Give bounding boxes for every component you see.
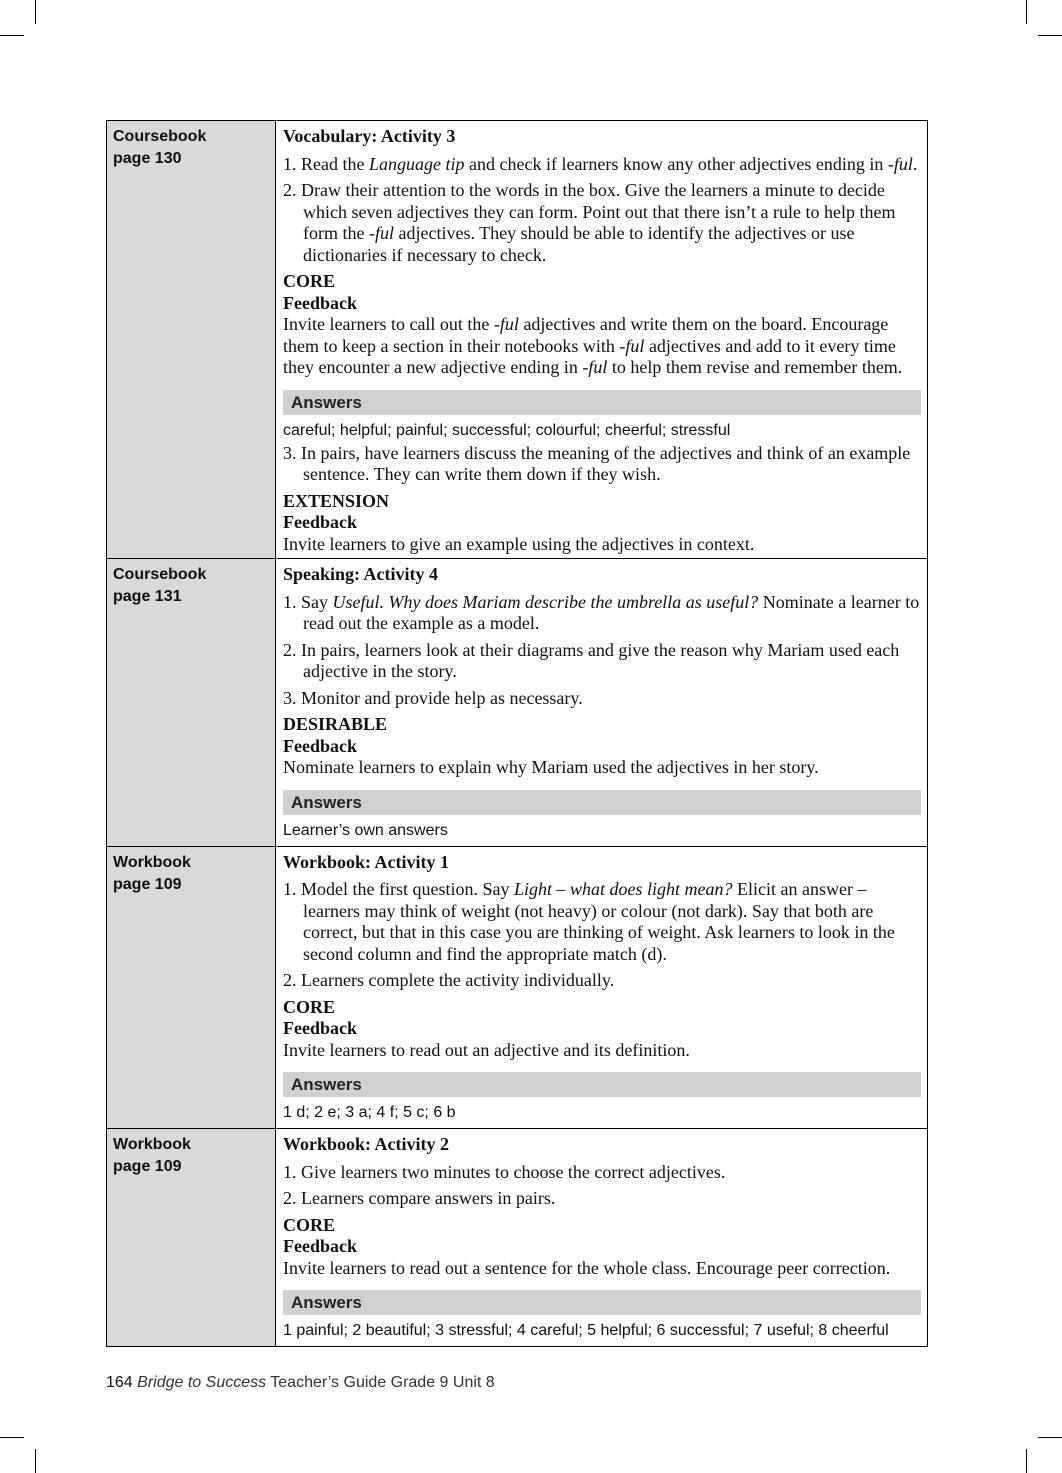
feedback-label: Feedback xyxy=(283,292,357,313)
level-label: CORE xyxy=(283,1214,336,1235)
instruction-step: 2. Draw their attention to the words in the box. Give the learners a minute to decide which seven adjectives they can form. Point out that there isn’t a rule to help them form the -ful adjectives. They should be able to identify the adjectives or use dictionaries if necessary to check. xyxy=(283,180,896,265)
answers-heading: Answers xyxy=(283,390,921,415)
answers-text: careful; helpful; painful; successful; colourful; cheerful; stressful xyxy=(283,421,731,439)
page-ref: page 109 xyxy=(113,875,182,893)
instruction-step: 2. In pairs, learners look at their diagrams and give the reason why Mariam used each adjective in the story. xyxy=(283,639,900,681)
crop-mark xyxy=(1026,1449,1027,1473)
crop-mark xyxy=(35,0,36,24)
book-name: Coursebook xyxy=(113,128,207,145)
crop-mark xyxy=(1038,1437,1062,1438)
reference-cell xyxy=(107,121,276,559)
page-ref: page 130 xyxy=(113,150,182,167)
level-label: CORE xyxy=(283,996,336,1017)
activity-title: Vocabulary: Activity 3 xyxy=(283,126,456,146)
answers-heading: Answers xyxy=(283,1072,921,1097)
instruction-step: 2. Learners complete the activity individually. xyxy=(283,970,615,990)
page-footer xyxy=(106,1374,495,1392)
instruction-step: 3. In pairs, have learners discuss the meaning of the adjectives and think of an example sentence. They can write them down if they wish. xyxy=(283,442,911,484)
activity-title: Speaking: Activity 4 xyxy=(283,564,439,584)
answers-text: 1 d; 2 e; 3 a; 4 f; 5 c; 6 b xyxy=(283,1104,456,1121)
feedback-label: Feedback xyxy=(283,735,357,756)
answers-text: 1 painful; 2 beautiful; 3 stressful; 4 careful; 5 helpful; 6 successful; 7 useful; 8 cheerful xyxy=(283,1322,889,1339)
activity-title: Workbook: Activity 1 xyxy=(283,851,450,872)
crop-mark xyxy=(0,1437,24,1438)
activity-cell xyxy=(276,846,928,1129)
reference-cell xyxy=(107,846,276,1129)
book-name: Coursebook xyxy=(113,566,207,583)
activity-title: Workbook: Activity 2 xyxy=(283,1134,450,1154)
table-row xyxy=(107,846,928,1129)
answers-text: Learner’s own answers xyxy=(283,821,448,839)
feedback-text: Invite learners to read out a sentence for the whole class. Encourage peer correction. xyxy=(283,1257,891,1278)
answers-heading: Answers xyxy=(283,1290,921,1315)
feedback-text: Invite learners to call out the -ful adjectives and write them on the board. Encourage them to keep a section in their notebooks with -ful adjectives and add to it every time they encounter a new adjective ending in -ful to help them revise and remember them. xyxy=(283,314,903,377)
instruction-step: 1. Say Useful. Why does Mariam describe the umbrella as useful? Nominate a learner to read out the example as a model. xyxy=(283,591,920,633)
level-label: DESIRABLE xyxy=(283,714,388,734)
instruction-step: 1. Give learners two minutes to choose the correct adjectives. xyxy=(283,1161,726,1182)
footer-suffix: Teacher’s Guide Grade 9 Unit 8 xyxy=(266,1374,495,1391)
lesson-plan-table xyxy=(106,120,928,1347)
crop-mark xyxy=(0,35,24,36)
book-name: Workbook xyxy=(113,853,191,871)
reference-cell xyxy=(107,1129,276,1347)
table-row xyxy=(107,121,928,559)
reference-cell xyxy=(107,559,276,847)
crop-mark xyxy=(1026,0,1027,24)
answers-heading: Answers xyxy=(283,790,921,815)
level-label: CORE xyxy=(283,271,336,291)
page-ref: page 131 xyxy=(113,588,182,605)
book-name: Workbook xyxy=(113,1136,191,1153)
feedback-text: Invite learners to read out an adjective and its definition. xyxy=(283,1039,690,1060)
instruction-step: 3. Monitor and provide help as necessary. xyxy=(283,687,583,708)
feedback-label: Feedback xyxy=(283,512,357,532)
activity-cell xyxy=(276,1129,928,1347)
table-row xyxy=(107,559,928,847)
book-title: Bridge to Success xyxy=(137,1374,267,1391)
feedback-text: Invite learners to give an example using the adjectives in context. xyxy=(283,533,755,554)
feedback-label: Feedback xyxy=(283,1018,357,1038)
page-number: 164 xyxy=(106,1374,133,1391)
page-ref: page 109 xyxy=(113,1158,182,1175)
instruction-step: 1. Read the Language tip and check if learners know any other adjectives ending in -ful. xyxy=(283,153,918,174)
activity-cell xyxy=(276,121,928,559)
crop-mark xyxy=(1038,35,1062,36)
instruction-step: 2. Learners compare answers in pairs. xyxy=(283,1188,556,1208)
activity-cell xyxy=(276,559,928,847)
instruction-step: 1. Model the first question. Say Light – what does light mean? Elicit an answer – learners may think of weight (not heavy) or colour (not dark). Say that both are correct, but that in this case you are thinking of weight. Ask learners to look in the second column and find the appropriate match (d). xyxy=(283,879,895,964)
crop-mark xyxy=(35,1449,36,1473)
feedback-label: Feedback xyxy=(283,1236,357,1256)
feedback-text: Nominate learners to explain why Mariam used the adjectives in her story. xyxy=(283,757,819,777)
table-row xyxy=(107,1129,928,1347)
level-label: EXTENSION xyxy=(283,490,390,511)
